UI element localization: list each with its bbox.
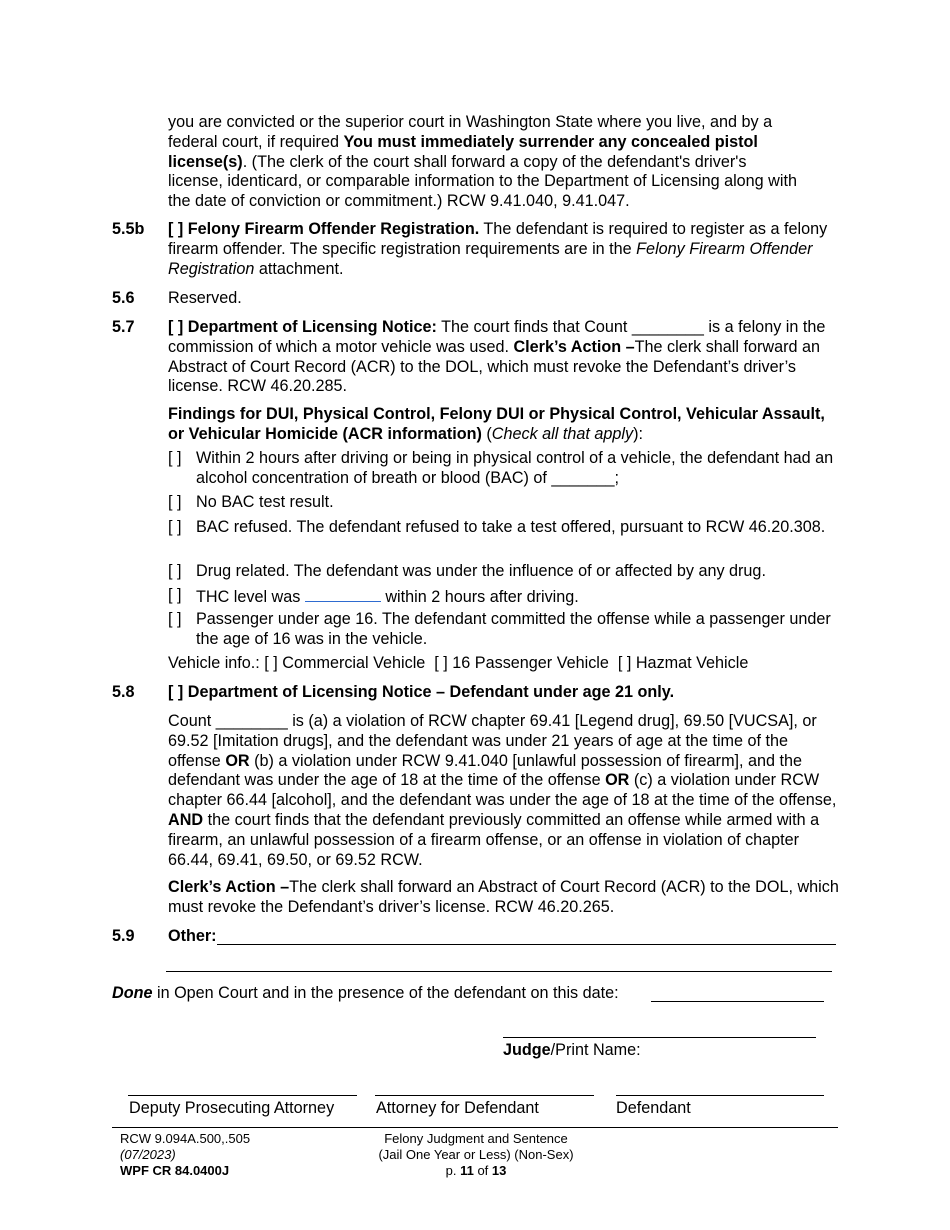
section-number: 5.5b [112,220,145,238]
deputy-signature-line[interactable] [128,1095,357,1096]
intro-line: the date of conviction or commitment.) RCW 9.41.040, 9.41.047. [168,192,630,211]
checkbox-label: No BAC test result. [196,493,334,511]
intro-bold: You must immediately surrender any concealed pistol [343,132,758,151]
section-5-8-clerk [168,878,840,918]
attorney-signature-line[interactable] [375,1095,594,1096]
checkbox[interactable]: [ ] [168,493,182,511]
footer-form-number: WPF CR 84.0400J [120,1163,230,1178]
checkbox[interactable]: [ ] [168,518,182,536]
findings-italic: Check all that apply [491,424,634,443]
intro-line: you are convicted or the superior court in Washington State where you live, and by a [168,113,773,131]
section-italic: Felony Firearm Offender Registration [168,239,813,278]
section-5-6-text: Reserved. [168,289,242,307]
checkbox[interactable]: [ ] [168,610,182,628]
checkbox[interactable]: [ ] [168,449,182,467]
section-text: The court finds that Count ________ is a felony in the commission of which a motor vehicle was used. [168,318,826,356]
done-text: in Open Court and in the presence of the defendant on this date: [152,984,619,1002]
page-of: of [473,1163,492,1178]
checkbox-item [168,449,840,489]
intro-text: federal court, if required [168,132,344,151]
footer-rcw: RCW 9.094A.500,.505 [120,1131,251,1146]
checkbox-label: THC level was [196,588,305,606]
section-text: (c) a violation under RCW chapter 66.44 [alcohol], and the defendant was under the age of 18 at the time of the offense, [168,771,837,810]
checkbox-label: Within 2 hours after driving or being in physical control of a vehicle, the defendant had an alcohol concentration of breath or blood (BAC) of _______; [196,449,834,487]
section-5-8-paragraph [168,712,840,870]
checkbox-label: within 2 hours after driving. [380,588,579,606]
vehicle-info: Vehicle info.: [ ] Commercial Vehicle [ ] 16 Passenger Vehicle [ ] Hazmat Vehicle [168,654,749,672]
findings-paren: ( [481,424,492,443]
intro-line [168,153,840,173]
judge-rest: /Print Name: [550,1041,641,1059]
checkbox[interactable]: [ ] [168,562,182,580]
section-number: 5.9 [112,927,135,945]
page-number [326,1163,626,1179]
intro-text: . (The clerk of the court shall forward a copy of the defendant's driver's [242,152,747,171]
section-number: 5.7 [112,318,135,336]
date-field[interactable] [651,1001,824,1002]
attorney-label: Attorney for Defendant [376,1099,539,1117]
section-text: The clerk shall forward an Abstract of Court Record (ACR) to the DOL, which must revoke the Defendant’s driver’s license. RCW 46.20.265. [168,878,839,916]
bold-and: AND [168,810,204,829]
clerks-action-label: Clerk’s Action – [513,337,635,356]
judge-bold: Judge [503,1041,551,1059]
done-statement [112,984,619,1004]
page-prefix: p. [445,1163,461,1178]
section-text: The defendant is required to register as a felony firearm offender. The specific registration requirements are in the [168,220,828,258]
findings-bold: Findings for DUI, Physical Control, Felony DUI or Physical Control, Vehicular Assault, or Vehicular Homicide (ACR information) [168,405,825,443]
footer-left [120,1131,250,1179]
section-5-8-heading: [ ] Department of Licensing Notice – Defendant under age 21 only. [168,683,675,701]
findings-paren: ): [633,424,643,443]
intro-line [168,133,840,153]
other-field-line2[interactable] [166,971,832,972]
section-text: the court finds that the defendant previously committed an offense while armed with a firearm, an unlawful possession of a firearm offense, or an offense in violation of chapter 66.44, 69.41, 69.50, or 69.52 RCW. [168,810,820,869]
footer-center [326,1131,626,1179]
footer-subtitle: (Jail One Year or Less) (Non-Sex) [378,1147,574,1162]
defendant-signature-line[interactable] [616,1095,824,1096]
page-current: 11 [460,1163,474,1178]
section-text: (b) a violation under RCW 9.41.040 [unlawful possession of firearm], and the defendant was under the age of 18 at the time of the offense [168,751,803,790]
checkbox-item [168,518,840,538]
footer-title: Felony Judgment and Sentence [384,1131,568,1146]
intro-line: license, identicard, or comparable information to the Department of Licensing along with [168,172,797,191]
section-heading: [ ] Felony Firearm Offender Registration. [168,220,480,238]
other-label: Other: [168,927,217,945]
section-5-5b-text [168,220,840,279]
checkbox[interactable]: [ ] [168,586,182,604]
judge-signature-line[interactable] [503,1037,816,1038]
checkbox-item [168,586,840,608]
thc-level-field[interactable] [305,586,381,602]
done-word: Done [112,984,153,1002]
section-text: attachment. [254,259,344,278]
intro-bold: license(s) [168,152,243,171]
section-number: 5.8 [112,683,135,701]
checkbox-label: Drug related. The defendant was under the influence of or affected by any drug. [196,562,766,580]
checkbox-label: BAC refused. The defendant refused to take a test offered, pursuant to RCW 46.20.308. [196,518,826,536]
footer-divider [112,1127,838,1128]
checkbox-item [168,562,840,582]
section-5-7-text [168,318,840,397]
bold-or: OR [225,751,250,770]
section-heading: [ ] Department of Licensing Notice: [168,318,437,336]
page-total: 13 [491,1163,507,1178]
findings-heading [168,405,840,445]
clerks-action-label: Clerk’s Action – [168,878,290,896]
checkbox-label: Passenger under age 16. The defendant committed the offense while a passenger under the age of 16 was in the vehicle. [196,610,831,648]
section-number: 5.6 [112,289,135,307]
checkbox-item [168,493,840,513]
defendant-label: Defendant [616,1099,691,1117]
other-field[interactable] [217,944,836,945]
judge-label [503,1041,641,1061]
deputy-label: Deputy Prosecuting Attorney [129,1099,335,1117]
section-text: Count ________ is (a) a violation of RCW chapter 69.41 [Legend drug], 69.50 [VUCSA], or 69.52 [Imitation drugs], and the defendant was under 21 years of age at the time of the offense [168,712,817,770]
section-text: The clerk shall forward an Abstract of Court Record (ACR) to the DOL, which must revoke the Defendant’s driver’s license. RCW 46.20.285. [168,337,820,396]
checkbox-item [168,610,840,650]
footer-date: (07/2023) [120,1147,176,1162]
bold-or: OR [605,771,630,790]
intro-paragraph [168,113,840,212]
